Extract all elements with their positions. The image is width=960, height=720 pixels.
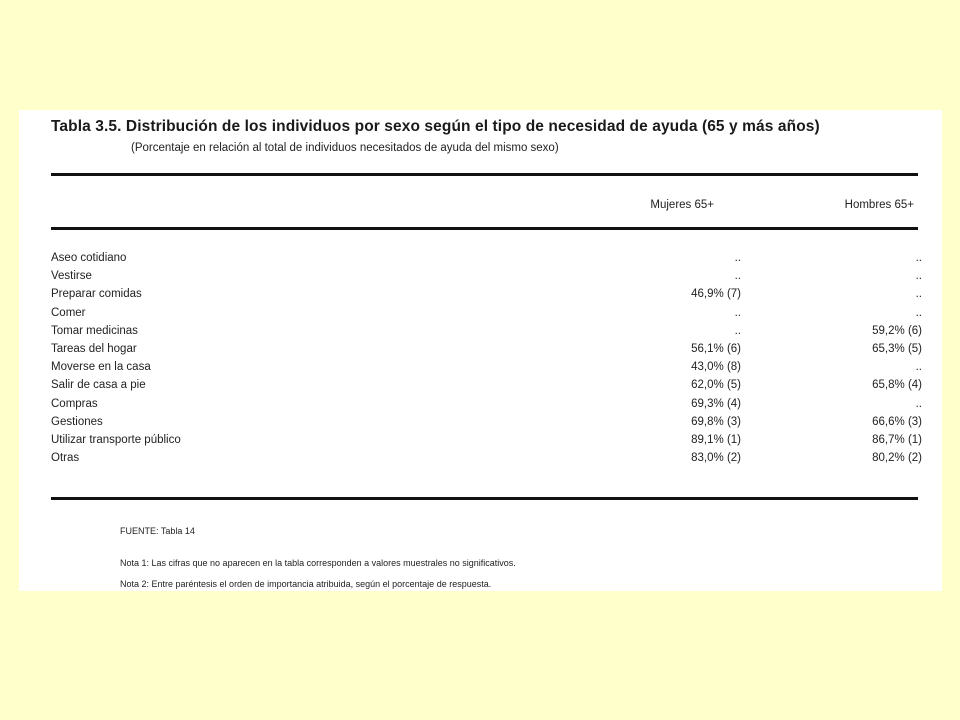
table-row bbox=[51, 288, 922, 306]
table-row bbox=[51, 379, 922, 397]
row-label: Comer bbox=[51, 306, 86, 319]
source-note: FUENTE: Tabla 14 bbox=[120, 526, 195, 536]
table-row bbox=[51, 252, 922, 270]
note-2: Nota 2: Entre paréntesis el orden de importancia atribuida, según el porcentaje de respuesta. bbox=[120, 579, 492, 589]
cell-mujeres: 83,0% (2) bbox=[691, 452, 741, 465]
row-label: Tareas del hogar bbox=[51, 342, 137, 355]
row-label: Vestirse bbox=[51, 270, 92, 283]
row-label: Utilizar transporte público bbox=[51, 433, 181, 446]
table-row bbox=[51, 306, 922, 325]
column-header-hombres: Hombres 65+ bbox=[844, 199, 914, 211]
cell-hombres: .. bbox=[915, 270, 922, 283]
cell-mujeres: 69,3% (4) bbox=[691, 397, 741, 410]
table-row bbox=[51, 452, 922, 470]
table-row bbox=[51, 397, 922, 416]
table-body bbox=[51, 252, 922, 470]
note-1: Nota 1: Las cifras que no aparecen en la tabla corresponden a valores muestrales no significativos. bbox=[120, 558, 516, 568]
cell-mujeres: .. bbox=[734, 252, 741, 264]
row-label: Preparar comidas bbox=[51, 288, 142, 301]
cell-hombres: .. bbox=[915, 397, 922, 410]
cell-mujeres: 89,1% (1) bbox=[691, 433, 741, 446]
table-row bbox=[51, 433, 922, 452]
row-label: Otras bbox=[51, 452, 80, 465]
cell-mujeres: .. bbox=[734, 324, 741, 337]
cell-mujeres: .. bbox=[734, 270, 741, 283]
cell-mujeres: 43,0% (8) bbox=[691, 361, 741, 374]
cell-hombres: 65,8% (4) bbox=[872, 379, 922, 392]
cell-mujeres: 56,1% (6) bbox=[691, 342, 741, 355]
row-label: Tomar medicinas bbox=[51, 324, 138, 337]
table-row bbox=[51, 415, 922, 434]
table-row bbox=[51, 270, 922, 288]
row-label: Aseo cotidiano bbox=[51, 252, 127, 264]
table-title: Tabla 3.5. Distribución de los individuos por sexo según el tipo de necesidad de ayuda (65 y más años) bbox=[51, 118, 820, 135]
bottom-rule bbox=[51, 497, 918, 500]
cell-hombres: 86,7% (1) bbox=[872, 433, 922, 446]
row-label: Gestiones bbox=[51, 415, 103, 428]
cell-hombres: 80,2% (2) bbox=[872, 452, 922, 465]
table-row bbox=[51, 342, 922, 361]
cell-mujeres: 69,8% (3) bbox=[691, 415, 741, 428]
table-row bbox=[51, 324, 922, 343]
column-header-mujeres: Mujeres 65+ bbox=[650, 199, 714, 211]
top-rule bbox=[51, 173, 918, 176]
row-label: Salir de casa a pie bbox=[51, 379, 146, 392]
table-sheet bbox=[19, 110, 942, 591]
table-subtitle: (Porcentaje en relación al total de individuos necesitados de ayuda del mismo sexo) bbox=[131, 142, 559, 154]
cell-hombres: .. bbox=[915, 306, 922, 319]
cell-hombres: .. bbox=[915, 288, 922, 301]
table-row bbox=[51, 361, 922, 379]
cell-hombres: 65,3% (5) bbox=[872, 342, 922, 355]
cell-hombres: 59,2% (6) bbox=[872, 324, 922, 337]
row-label: Moverse en la casa bbox=[51, 361, 151, 374]
row-label: Compras bbox=[51, 397, 98, 410]
cell-mujeres: 62,0% (5) bbox=[691, 379, 741, 392]
cell-hombres: 66,6% (3) bbox=[872, 415, 922, 428]
cell-mujeres: 46,9% (7) bbox=[691, 288, 741, 301]
header-rule bbox=[51, 227, 918, 230]
cell-mujeres: .. bbox=[734, 306, 741, 319]
cell-hombres: .. bbox=[915, 361, 922, 374]
cell-hombres: .. bbox=[915, 252, 922, 264]
